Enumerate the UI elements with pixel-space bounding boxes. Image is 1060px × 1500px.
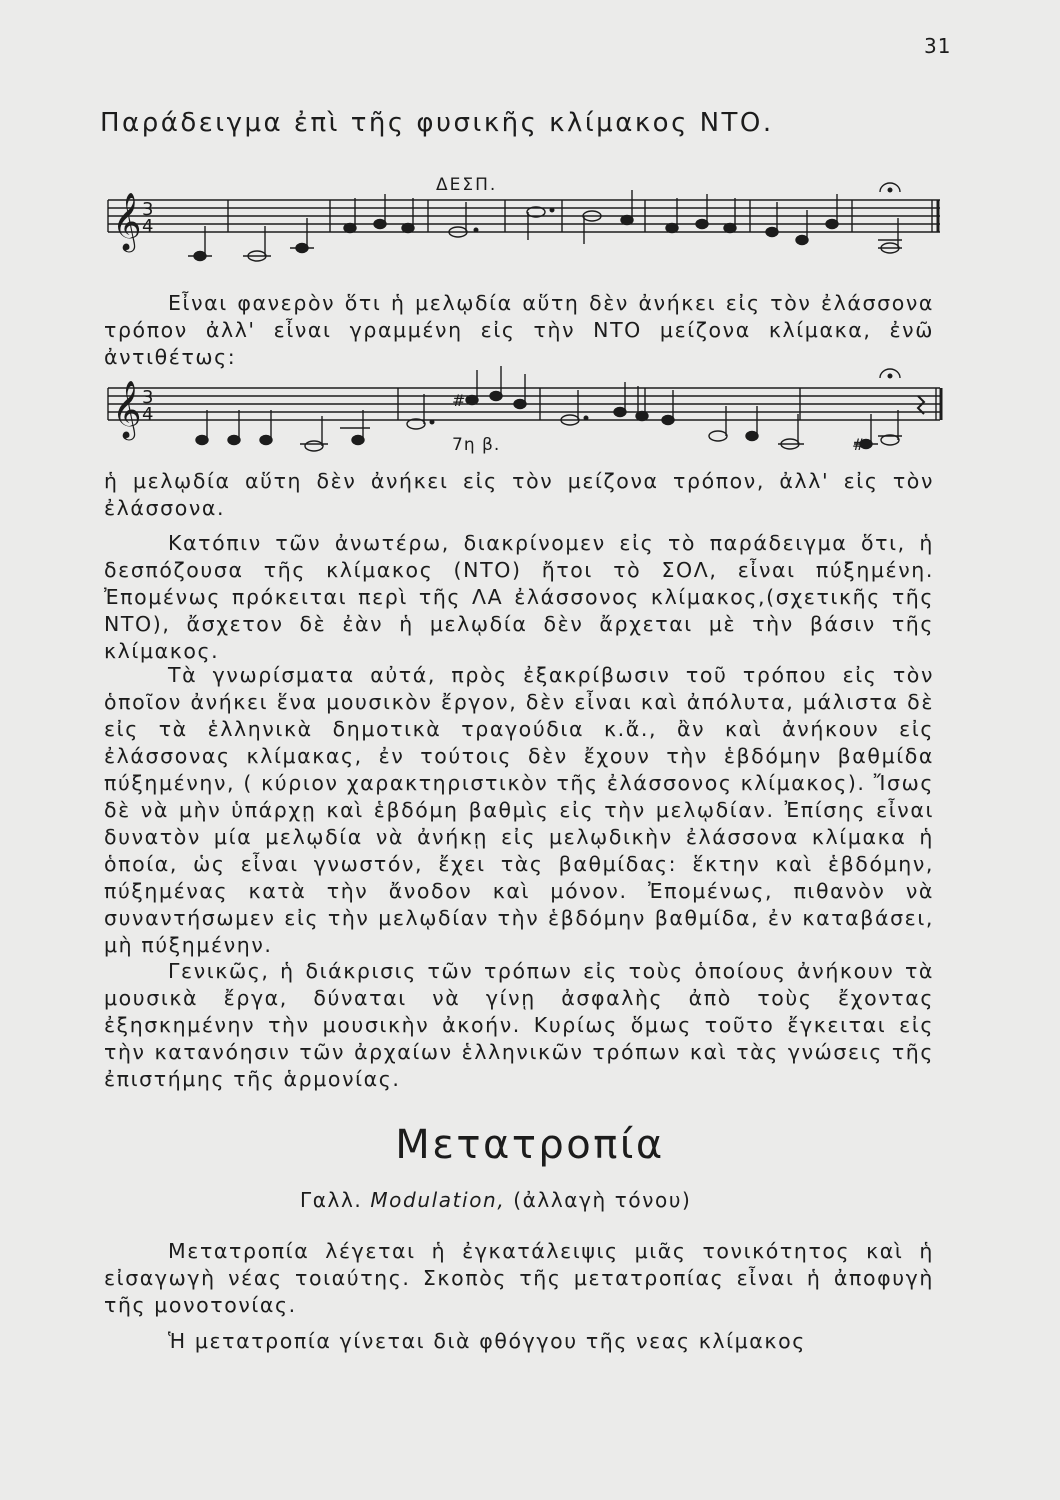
svg-text:#: # bbox=[452, 391, 466, 410]
svg-text:4: 4 bbox=[142, 404, 154, 425]
example-heading: Παράδειγμα ἐπὶ τῆς φυσικῆς κλίμακος ΝΤΟ. bbox=[100, 108, 774, 138]
svg-text:ΔΕΣΠ.: ΔΕΣΠ. bbox=[436, 175, 498, 195]
subtitle-gloss: (ἀλλαγὴ τόνου) bbox=[513, 1188, 692, 1212]
music-staff-2 bbox=[100, 366, 950, 466]
paragraph-5-text: Γενικῶς, ἡ διάκρισις τῶν τρόπων εἰς τοὺς ὁποίους ἀνήκουν τὰ μουσικὰ ἔργα, δύναται νὰ γίνῃ ἀσφαλὴς ἀπὸ τοὺς ἔχοντας ἐξησκημένην τὴν μουσικὴν ἀκοήν. Κυρίως ὅμως τοῦτο ἔγκειται εἰς τὴν κατανόησιν τῶν ἀρχαίων ἑλληνικῶν τρόπων καὶ τὰς γνώσεις τῆς ἐπιστήμης τῆς ἁρμονίας. bbox=[104, 959, 934, 1091]
paragraph-6 bbox=[104, 1238, 934, 1319]
section-title: Μετατροπία bbox=[395, 1122, 665, 1168]
music-staff-1 bbox=[100, 168, 950, 268]
staff-2-notation bbox=[100, 366, 950, 466]
paragraph-2-text: ἡ μελῳδία αὕτη δὲν ἀνήκει εἰς τὸν μείζονα τρόπον, ἀλλ' εἰς τὸν ἐλάσσονα. bbox=[104, 469, 934, 520]
paragraph-4-text: Τὰ γνωρίσματα αὐτά, πρὸς ἐξακρίβωσιν τοῦ τρόπου εἰς τὸν ὁποῖον ἀνήκει ἕνα μουσικὸν ἔργον, δὲν εἶναι καὶ ἀπόλυτα, μάλιστα δὲ εἰς τὰ ἑλληνικὰ δημοτικὰ τραγούδια κ.ἄ., ἂν καὶ ἀνήκουν εἰς ἐλάσσονας κλίμακας, ἐν τούτοις δὲν ἔχουν τὴν ἑβδόμην βαθμίδα πύξημένην, ( κύριον χαρακτηριστικὸν τῆς ἐλάσσονος κλίμακος). Ἴσως δὲ νὰ μὴν ὑπάρχῃ καὶ ἑβδόμη βαθμὶς εἰς τὴν μελῳδίαν. Ἐπίσης εἶναι δυνατὸν μία μελῳδία νὰ ἀνήκῃ εἰς μελῳδικὴν ἐλάσσονα κλίμακα ἡ ὁποία, ὡς εἶναι γνωστόν, ἔχει τὰς βαθμίδας: ἕκτην καὶ ἑβδόμην, πύξημένας κατὰ τὴν ἄνοδον καὶ μόνον. Ἐπομένως, πιθανὸν νὰ συναντήσωμεν εἰς τὴν μελῳδίαν τὴν ἑβδόμην βαθμίδα, ἐν καταβάσει, μὴ πύξημένην. bbox=[104, 663, 934, 957]
page-number: 31 bbox=[924, 34, 952, 58]
paragraph-1 bbox=[104, 290, 934, 371]
paragraph-5 bbox=[104, 958, 934, 1093]
paragraph-7-text: Ἡ μετατροπία γίνεται διὰ φθόγγου τῆς νεας κλίμακος bbox=[168, 1329, 806, 1353]
paragraph-2 bbox=[104, 468, 934, 522]
paragraph-3-text: Κατόπιν τῶν ἀνωτέρω, διακρίνομεν εἰς τὸ παράδειγμα ὅτι, ἡ δεσπόζουσα τῆς κλίμακος (ΝΤΟ) ἤτοι τὸ ΣΟΛ, εἶναι πύξημένη. Ἐπομένως πρόκειται περὶ τῆς ΛΑ ἐλάσσονος κλίμακος,(σχετικῆς τῆς ΝΤΟ), ἄσχετον δὲ ἐὰν ἡ μελῳδία δὲν ἄρχεται μὲ τὴν βάσιν τῆς κλίμακος. bbox=[104, 531, 934, 663]
svg-text:7η β.: 7η β. bbox=[452, 435, 501, 455]
paragraph-4 bbox=[104, 662, 934, 959]
paragraph-3 bbox=[104, 530, 934, 665]
section-subtitle bbox=[300, 1188, 691, 1212]
svg-text:3: 3 bbox=[142, 199, 154, 220]
svg-text:4: 4 bbox=[142, 216, 154, 237]
paragraph-1-text: Εἶναι φανερὸν ὅτι ἡ μελῳδία αὕτη δὲν ἀνήκει εἰς τὸν ἐλάσσονα τρόπον ἀλλ' εἶναι γραμμένη εἰς τὴν ΝΤΟ μείζονα κλίμακα, ἐνῶ ἀντιθέτως: bbox=[104, 291, 934, 369]
svg-text:#: # bbox=[852, 435, 866, 454]
svg-text:𝄞: 𝄞 bbox=[112, 380, 142, 438]
paragraph-6-text: Μετατροπία λέγεται ἡ ἐγκατάλειψις μιᾶς τονικότητος καὶ ἡ εἰσαγωγὴ νέας τοιαύτης. Σκοπὸς τῆς μετατροπίας εἶναι ἡ ἀποφυγὴ τῆς μονοτονίας. bbox=[104, 1239, 934, 1317]
paragraph-7 bbox=[104, 1328, 934, 1355]
svg-text:3: 3 bbox=[142, 387, 154, 408]
staff-1-notation bbox=[100, 168, 950, 268]
subtitle-term: Modulation, bbox=[370, 1188, 506, 1212]
svg-text:𝄞: 𝄞 bbox=[112, 192, 142, 250]
subtitle-prefix: Γαλλ. bbox=[300, 1188, 363, 1212]
